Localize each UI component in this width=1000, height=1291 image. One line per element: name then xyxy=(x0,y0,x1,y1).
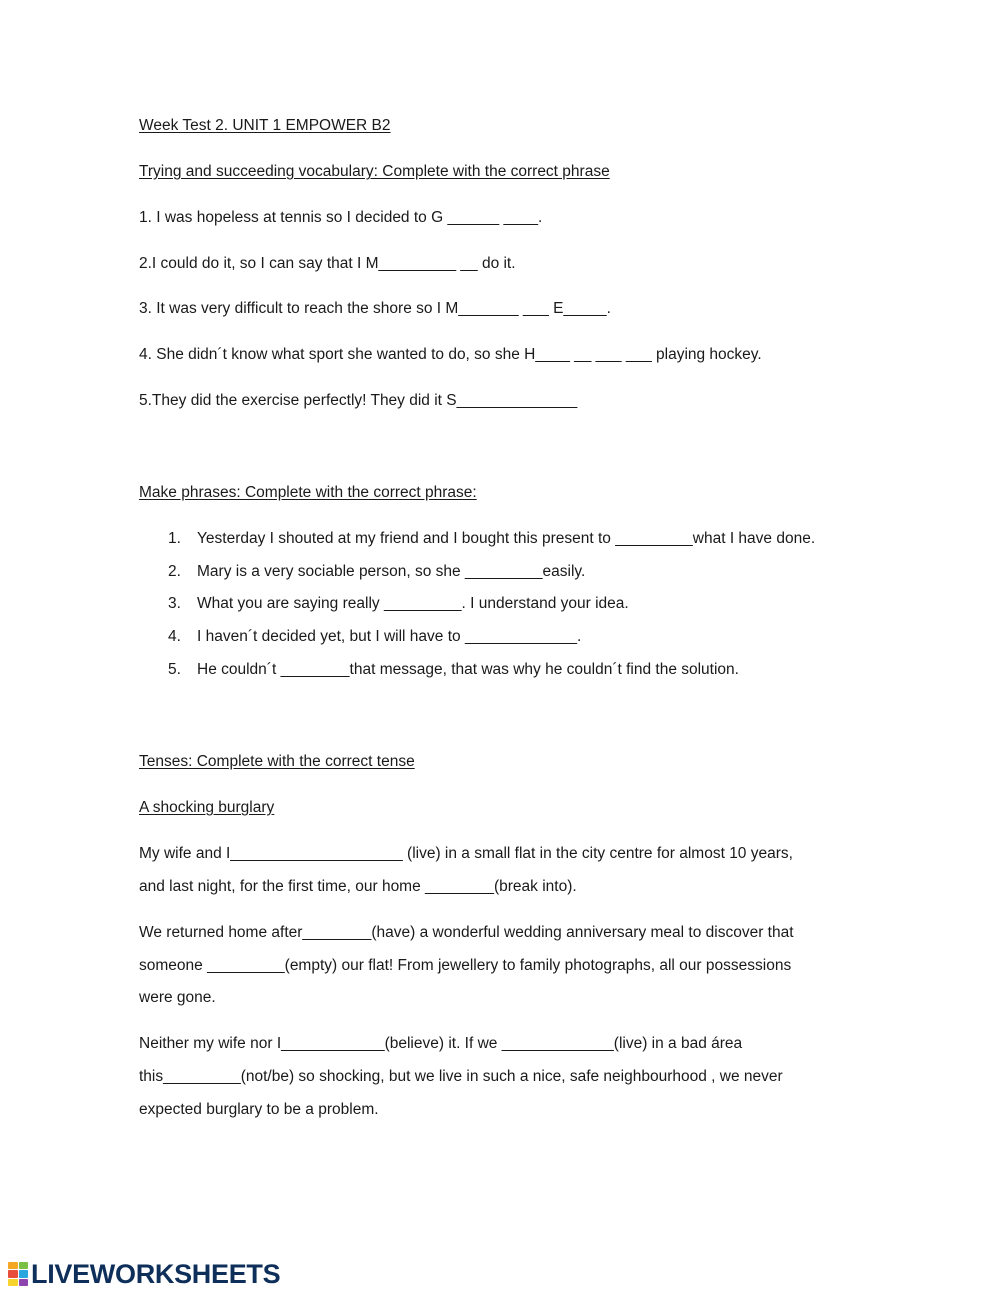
story-title: A shocking burglary xyxy=(139,799,275,816)
story-line-2: and last night, for the first time, our home ________(break into). xyxy=(139,878,577,895)
phrase-item-3: What you are saying really _________. I understand your idea. xyxy=(197,595,629,612)
liveworksheets-logo[interactable] xyxy=(8,1259,280,1289)
logo-tile xyxy=(19,1279,29,1286)
phrase-item-number: 5. xyxy=(168,661,181,678)
section-heading-phrases: Make phrases: Complete with the correct phrase: xyxy=(139,484,477,501)
phrase-item-1: Yesterday I shouted at my friend and I bought this present to _________what I have done. xyxy=(197,530,816,547)
page-title: Week Test 2. UNIT 1 EMPOWER B2 xyxy=(139,117,391,134)
phrase-item-4: I haven´t decided yet, but I will have to _____________. xyxy=(197,628,582,645)
story-line-7: this_________(not/be) so shocking, but we live in such a nice, safe neighbourhood , we never xyxy=(139,1068,783,1085)
logo-tile xyxy=(8,1270,18,1277)
logo-tile xyxy=(8,1279,18,1286)
story-line-6: Neither my wife nor I____________(believe) it. If we _____________(live) in a bad área xyxy=(139,1035,743,1052)
phrase-item-number: 1. xyxy=(168,530,181,547)
phrase-item-number: 2. xyxy=(168,563,181,580)
logo-icon xyxy=(8,1262,28,1286)
vocab-item-1: 1. I was hopeless at tennis so I decided to G ______ ____. xyxy=(139,209,543,226)
story-line-5: were gone. xyxy=(139,989,216,1006)
phrase-item-2: Mary is a very sociable person, so she _________easily. xyxy=(197,563,586,580)
phrase-item-5: He couldn´t ________that message, that was why he couldn´t find the solution. xyxy=(197,661,739,678)
vocab-item-5: 5.They did the exercise perfectly! They did it S______________ xyxy=(139,392,578,409)
vocab-item-3: 3. It was very difficult to reach the shore so I M_______ ___ E_____. xyxy=(139,300,611,317)
vocab-item-2: 2.I could do it, so I can say that I M_________ __ do it. xyxy=(139,255,516,272)
phrase-item-number: 4. xyxy=(168,628,181,645)
logo-tile xyxy=(19,1262,29,1269)
logo-text: LIVEWORKSHEETS xyxy=(31,1259,281,1289)
section-heading-vocabulary: Trying and succeeding vocabulary: Complete with the correct phrase xyxy=(139,163,610,180)
story-line-3: We returned home after________(have) a wonderful wedding anniversary meal to discover that xyxy=(139,924,794,941)
vocab-item-4: 4. She didn´t know what sport she wanted to do, so she H____ __ ___ ___ playing hockey. xyxy=(139,346,762,363)
story-line-4: someone _________(empty) our flat! From jewellery to family photographs, all our possessions xyxy=(139,957,792,974)
logo-tile xyxy=(8,1262,18,1269)
story-line-8: expected burglary to be a problem. xyxy=(139,1101,379,1118)
section-heading-tenses: Tenses: Complete with the correct tense xyxy=(139,753,415,770)
logo-tile xyxy=(19,1270,29,1277)
story-line-1: My wife and I____________________ (live) in a small flat in the city centre for almost 10 years, xyxy=(139,845,793,862)
phrase-item-number: 3. xyxy=(168,595,181,612)
